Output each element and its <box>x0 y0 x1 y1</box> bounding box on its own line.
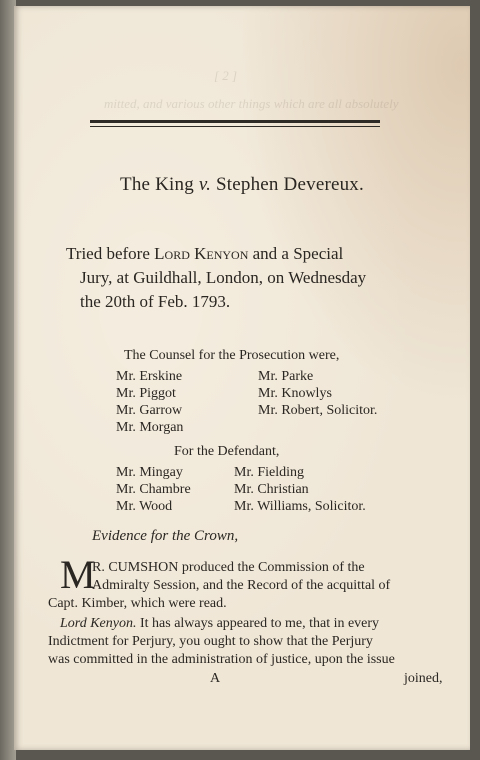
prosecution-counsel-left <box>116 368 183 436</box>
paragraph-line: Admiralty Session, and the Record of the acquittal of <box>92 578 391 593</box>
evidence-heading: Evidence for the Crown, <box>92 528 239 544</box>
counsel-name: Mr. Williams, Solicitor. <box>234 499 366 514</box>
counsel-name: Mr. Chambre <box>116 482 191 497</box>
paragraph-line: Lord Kenyon. It has always appeared to me, that in every <box>60 616 380 631</box>
signature-mark: A <box>210 671 221 686</box>
prosecution-counsel-right <box>258 368 377 419</box>
speaker-name: Lord Kenyon. <box>60 616 137 631</box>
counsel-name: Mr. Morgan <box>116 420 184 435</box>
paragraph-line: R. CUMSHON produced the Commission of the <box>92 560 365 575</box>
counsel-name: Mr. Robert, Solicitor. <box>258 403 378 418</box>
counsel-name: Mr. Knowlys <box>258 386 332 401</box>
title-rule-thick <box>90 120 380 123</box>
bleed-through-text: mitted, and various other things which are all absolutely <box>104 96 399 111</box>
counsel-name: Mr. Garrow <box>116 403 183 418</box>
prosecution-heading: The Counsel for the Prosecution were, <box>124 348 340 363</box>
defendant-heading: For the Defendant, <box>174 444 280 459</box>
drop-cap: M <box>60 552 96 597</box>
catchword: joined, <box>404 671 443 686</box>
counsel-name: Mr. Christian <box>234 482 309 497</box>
counsel-name: Mr. Erskine <box>116 369 183 384</box>
document-page <box>14 6 470 750</box>
counsel-name: Mr. Mingay <box>116 465 183 480</box>
paragraph-line: Capt. Kimber, which were read. <box>48 596 227 611</box>
bleed-through-text: [ 2 ] <box>214 68 238 83</box>
defendant-counsel-left <box>116 464 191 515</box>
page-title: The King v. Stephen Devereux. <box>120 174 364 195</box>
counsel-name: Mr. Fielding <box>234 465 305 480</box>
counsel-name: Mr. Parke <box>258 369 314 384</box>
defendant-counsel-right <box>234 464 366 515</box>
counsel-name: Mr. Wood <box>116 499 173 514</box>
paragraph-line: Indictment for Perjury, you ought to show that the Perjury <box>48 634 373 649</box>
paragraph-line: was committed in the administration of justice, upon the issue <box>48 652 395 667</box>
title-rule-thin <box>90 126 380 127</box>
trial-description: Tried before Lord Kenyon and a Special Jury, at Guildhall, London, on Wednesday the 20th of Feb. 1793. <box>66 244 367 311</box>
counsel-name: Mr. Piggot <box>116 386 176 401</box>
